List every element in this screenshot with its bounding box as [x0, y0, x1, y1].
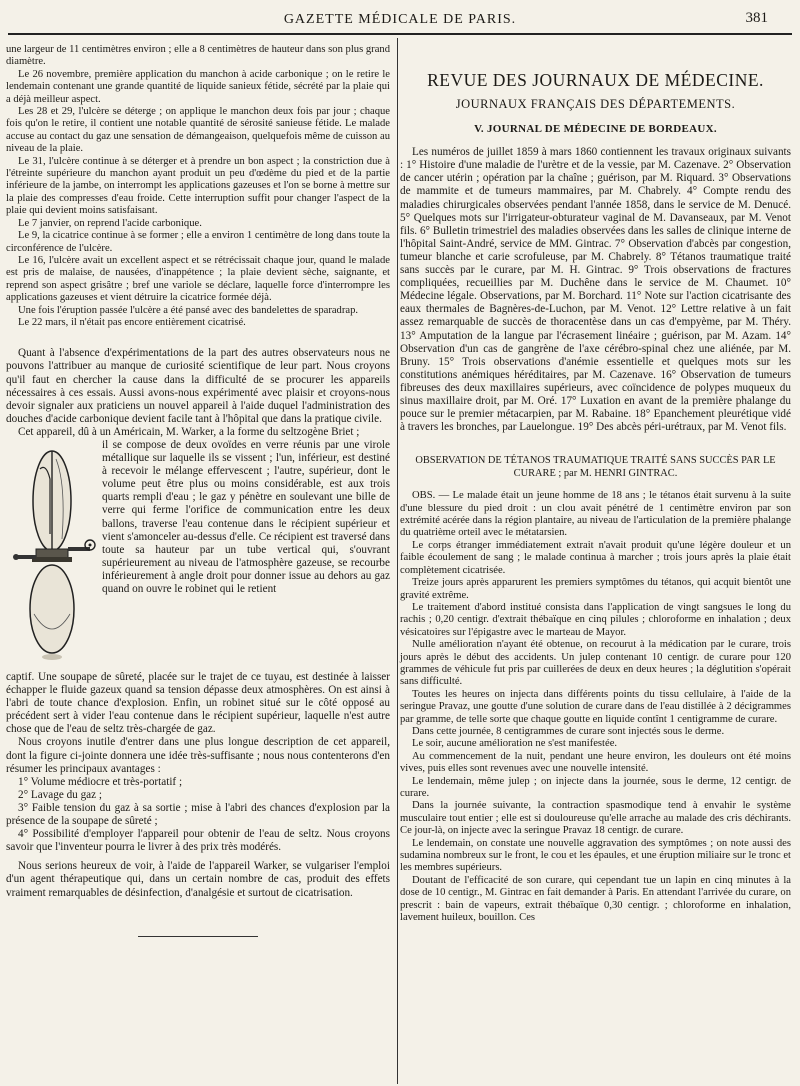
conclusion-paragraph: Nous serions heureux de voir, à l'aide de l'appareil Warker, se vulgariser l'emploi d'un agent thérapeutique qui, dans un certain nombre de cas, produit des effets vraiment remarquables de désinfection, d'analgésie et surtout de cicatrisation.	[6, 860, 390, 899]
observation-paragraph: Le soir, aucune amélioration ne s'est manifestée.	[412, 738, 618, 750]
case-paragraph: Le 31, l'ulcère continue à se déterger et à prendre un bon aspect ; la constriction due à l'étreinte supérieure du manchon ayant produit un peu d'œdème du pied et de la partie inférieure de la jambe, on interrompt les applications gazeuses et l'on se borne à mettre sur la plaie des compresses d'eau froide. Cette interruption suffit pour changer l'aspect de la plaie qui devient moins satisfaisant.	[6, 155, 390, 217]
apparatus-description-continued: captif. Une soupape de sûreté, placée sur le trajet de ce tuyau, est destinée à laisser échapper le fluide gazeux quand sa tension dépasse deux atmosphères. On est ainsi à l'abri de toute chance d'explosion. Enfin, un robinet situé sur le côté opposé au précédent sert à vider l'eau contenue dans le récipient supérieur, laquelle n'est autre chose que de l'eau de seltz très-chargée de gaz.	[6, 671, 390, 736]
observation-paragraph: Le corps étranger immédiatement extrait n'avait produit qu'une légère douleur et un faible écoulement de sang ; le malade continua à marcher ; trois jours après la plaie était complètement cicatrisée.	[400, 539, 791, 576]
observation-paragraph: Le lendemain, même julep ; on injecte dans la journée, sous le derme, 12 centigr. de curare.	[400, 775, 791, 799]
observation-paragraph: Au commencement de la nuit, pendant une heure environ, les douleurs ont été moins vives, puis elles sont revenues avec une nouvelle intensité.	[400, 750, 791, 775]
observation-paragraph: Nulle amélioration n'ayant été obtenue, on recourut à la médication par le curare, trois jours après le début des accidents. Un julep contenant 10 centigr. de curare pour 120 grammes de véhicule fut pris par cuillerées de deux en deux heures ; la déglutition s'opérait sans difficulté.	[400, 639, 791, 688]
observation-paragraph: Dans la journée suivante, la contraction spasmodique tend à envahir le système musculaire tout entier ; elle est si douloureuse qu'elle arrache au malade des cris déchirants. Ce jour-là, on injecte avec la seringue Pravaz 18 centigr. de curare.	[400, 800, 791, 837]
observation-paragraph: Dans cette journée, 8 centigrammes de curare sont injectés sous le derme.	[412, 725, 725, 737]
journal-summary: Les numéros de juillet 1859 à mars 1860 contiennent les travaux originaux suivants : 1° Histoire d'une maladie de l'urètre et de la vessie, par M. Cazenave. 2° Observation de cancer utérin ; opération par la chaîne ; guérison, par M. Riquard. 3° Observations de mammite et de tumeurs mammaires, par M. Chabrely. 4° Compte rendu des maladies chirurgicales observées pendant l'année 1858, dans le service de M. Denucé. 5° Quelques mots sur l'irrigateur-obturateur vaginal de M. Davanseaux, par M. Venot fils. 6° Bulletin trimestriel des maladies observées dans les salles de clinique interne de l'hôpital Saint-André, service de MM. Gintrac. 7° Observation d'abcès par congestion, tumeur blanche et carie scrofuleuse, par M. Chabrely. 8° Tétanos traumatique traité sans succès par le curare, par M. H. Gintrac. 9° Trois observations de fractures compliquées, recueillies par M. Duchêne dans le service de M. Chaumet. 10° Médecine légale. Observations, par M. Borchard. 11° Note sur l'action cicatrisante des eaux thermales de Bagnères-de-Luchon, par M. Venot. 12° Lettre relative à un fait assez remarquable de succès de thoracentèse dans un cas d'empyème, par M. Théry. 13° Amputation de la langue par l'écrasement linéaire ; guérison, par M. Azam. 14° Observation d'un cas de gangrène de l'axe cérébro-spinal chez une aliénée, par M. Bruny. 15° Trois observations d'anémie essentielle et quelques mots sur les constitutions anémiques héréditaires, par M. Cazenave. 16° Observation de tumeurs fibreuses des deux maxillaires supérieurs, avec coïncidence de polypes muqueux du sinus maxillaire droit, par M. Oré. 17° Luxation en avant de la première phalange du pouce sur le premier métacarpien, par M. Rabaine. 18° Epanchement pleurétique vidé à travers les bronches, par Lauelongue. 19° Des abcès péri-urétraux, par M. Venot fils.	[400, 146, 791, 434]
warker-apparatus-illustration	[6, 439, 102, 671]
observation-paragraph: OBS. — Le malade était un jeune homme de 18 ans ; le tétanos était survenu à la suite d'une blessure du pied droit : un clou avait pénétré de 1 centimètre environ par son extrémité acérée dans la région plantaire, au niveau de l'articulation de la première phalange du quatrième orteil avec le métatarsien.	[400, 490, 791, 539]
case-paragraph: Les 28 et 29, l'ulcère se déterge ; on applique le manchon deux fois par jour ; chaque fois qu'on le retire, il contient une notable quantité de sérosité sanieuse fétide. Le malade accuse au contact du gaz une sensation de démangeaison, quelquefois même de cuisson au niveau de la plaie.	[6, 106, 390, 155]
advantage-item: 4° Possibilité d'employer l'appareil pour obtenir de l'eau de seltz. Nous croyons savoir que l'inventeur pourra le livrer à des prix très modérés.	[6, 828, 390, 854]
header-rule	[8, 33, 792, 35]
apparatus-intro: Cet appareil, dû à un Américain, M. Warker, a la forme du seltzogène Briet ;	[18, 425, 360, 438]
apparatus-description: il se compose de deux ovoïdes en verre réunis par une virole métallique sur laquelle ils se vissent ; l'un, inférieur, est destiné à recevoir le mélange effervescent ; l'autre, supérieur, dont le volume peut être plus ou moins considérable, est aux trois quarts rempli d'eau ; le gaz y pénètre en soulevant une bille de verre qui ferme l'orifice de communication entre les deux ballons, traverse l'eau contenue dans le récipient supérieur et vient s'amonceler au-dessus d'elle. Ce récipient est traversé dans toute sa hauteur par un tube vertical qui, s'ouvrant supérieurement au niveau de l'atmosphère gazeuse, se recourbe inférieurement à angle droit pour donner issue au dehors au gaz quand on ouvre le robinet qui le retient	[102, 439, 390, 596]
case-paragraph: Le 22 mars, il n'était pas encore entièrement cicatrisé.	[18, 316, 246, 328]
left-column	[6, 44, 390, 937]
observation-paragraph: Le traitement d'abord institué consista dans l'application de vingt sangsues le long du rachis ; 0,20 centigr. d'extrait thébaïque en cinq pilules ; chloroforme en inhalation ; deux vésicatoires sur l'épigastre avec le marteau de Mayor.	[400, 601, 791, 638]
case-paragraph: Le 7 janvier, on reprend l'acide carbonique.	[18, 217, 202, 229]
case-paragraph: Une fois l'éruption passée l'ulcère a été pansé avec des bandelettes de sparadrap.	[18, 304, 359, 316]
case-paragraph: une largeur de 11 centimètres environ ; elle a 8 centimètres de hauteur dans son plus grand diamètre.	[6, 44, 390, 68]
right-column	[400, 44, 791, 924]
section-title: JOURNAUX FRANÇAIS DES DÉPARTEMENTS.	[455, 97, 736, 111]
case-paragraph: Le 16, l'ulcère avait un excellent aspect et se rétrécissait chaque jour, quand le malade est pris de malaise, de nausées, d'inappétence ; la plaie devient sèche, saignante, et reprend son aspect grisâtre ; bref une variole se déclare, laquelle force d'interrompre les applications gazeuses et vient détruire la cicatrice formée déjà.	[6, 254, 390, 304]
observation-title: OBSERVATION DE TÉTANOS TRAUMATIQUE TRAITÉ SANS SUCCÈS PAR LE CURARE ; par M. HENRI GINTRAC.	[415, 455, 776, 480]
page-number: 381	[745, 10, 768, 26]
page-header	[0, 0, 800, 34]
advantages-intro: Nous croyons inutile d'entrer dans une plus longue description de cet appareil, dont la figure ci-jointe donnera une idée très-suffisante ; nous nous contenterons d'en résumer les principaux avantages :	[6, 736, 390, 775]
case-paragraph: Le 9, la cicatrice continue à se former ; elle a environ 1 centimètre de long dans toute la circonférence de l'ulcère.	[6, 230, 390, 254]
case-paragraph: Le 26 novembre, première application du manchon à acide carbonique ; on le retire le lendemain contenant une grande quantité de liquide sanieux fétide, sécrété par la plaie qui a déjà meilleur aspect.	[6, 68, 390, 105]
column-divider	[397, 38, 398, 1084]
section-end-rule	[138, 936, 258, 937]
apparatus-figure-block	[6, 439, 390, 671]
observation-paragraph: Le lendemain, on constate une nouvelle aggravation des symptômes ; on note aussi des sudamina nombreux sur le front, le cou et les épaules, et une éruption miliaire sur le tronc et les membres supérieurs.	[400, 837, 791, 874]
body-paragraph: Quant à l'absence d'expérimentations de la part des autres observateurs nous ne pouvons l'attribuer au manque de curiosité scientifique de leur part. Nous croyons qu'il faut en chercher la cause dans la difficulté de se procurer les appareils nécessaires à ces essais. Aussi avons-nous expérimenté avec plaisir et croyons-nous devoir signaler aux praticiens un nouvel appareil à l'aide duquel l'administration des douches d'acide carbonique devient facile tant à l'hôpital que dans la pratique civile.	[6, 347, 390, 425]
advantage-item: 3° Faible tension du gaz à sa sortie ; mise à l'abri des chances d'explosion par la présence de la soupape de sûreté ;	[6, 801, 390, 828]
journal-title: V. JOURNAL DE MÉDECINE DE BORDEAUX.	[474, 123, 717, 136]
journal-title: GAZETTE MÉDICALE DE PARIS.	[283, 12, 517, 27]
observation-paragraph: Treize jours après apparurent les premiers symptômes du tétanos, qui acquit bientôt une gravité extrême.	[400, 577, 791, 601]
apparatus-figure	[6, 439, 102, 671]
revue-title: REVUE DES JOURNAUX DE MÉDECINE.	[427, 70, 764, 90]
advantage-item: 2° Lavage du gaz ;	[18, 788, 102, 801]
advantage-item: 1° Volume médiocre et très-portatif ;	[18, 775, 183, 788]
observation-paragraph: Toutes les heures on injecta dans différents points du tissu cellulaire, à l'aide de la seringue Pravaz, une goutte d'une solution de curare dans de l'eau distillée à 2 décigrammes par gramme, de telle sorte que chaque goutte en liquide contînt 1 centigramme de curare.	[400, 688, 791, 725]
observation-paragraph: Doutant de l'efficacité de son curare, qui cependant tue un lapin en cinq minutes à la dose de 10 centigr., M. Gintrac en fait demander à Paris. En attendant l'arrivée du curare, on prescrit : bain de vapeurs, extrait thébaïque 0,30 centigr. ; chloroforme en inhalation, lavement huileux, bouillon. Ces	[400, 874, 791, 924]
